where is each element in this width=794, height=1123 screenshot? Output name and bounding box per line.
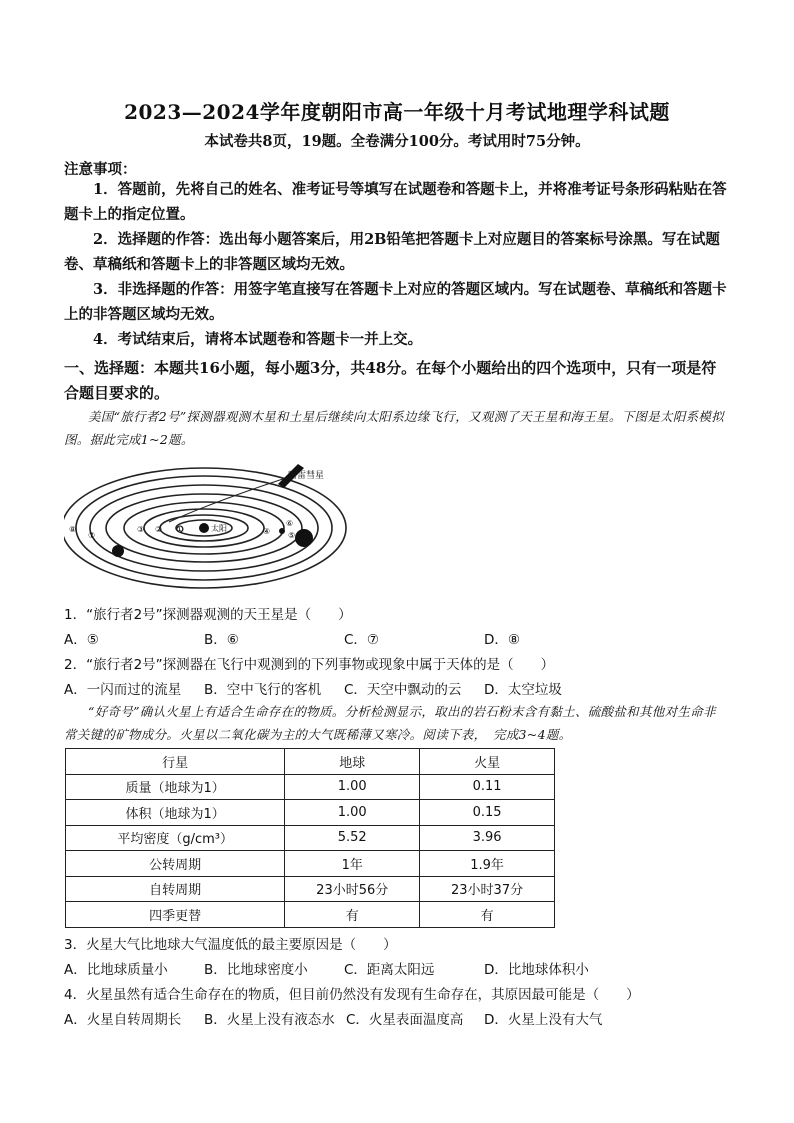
table-row (66, 774, 555, 800)
notes-heading: 注意事项： (64, 161, 137, 178)
table-cell: 四季更替 (66, 902, 285, 928)
table-cell: 23小时37分 (420, 876, 555, 902)
table-cell: 有 (420, 902, 555, 928)
table-header-cell: 地球 (285, 749, 420, 775)
table-cell: 体积（地球为1） (66, 800, 285, 826)
planet-marker: ④ (263, 527, 271, 536)
exam-subtitle: 本试卷共8页，19题。全卷满分100分。考试用时75分钟。 (204, 133, 590, 150)
planet-comparison-table (65, 748, 555, 928)
table-cell: 公转周期 (66, 851, 285, 877)
planet-5 (295, 529, 313, 547)
sun-icon (199, 523, 209, 533)
option-d[interactable]: D．火星上没有大气 (484, 1012, 603, 1028)
option-a[interactable]: A．一闪而过的流星 (64, 682, 182, 698)
planet-marker: ② (155, 525, 163, 534)
option-c[interactable]: C．火星表面温度高 (346, 1012, 464, 1028)
sun-label: 太阳 (211, 524, 227, 533)
table-cell: 0.15 (420, 800, 555, 826)
planet-4 (279, 528, 285, 534)
planet-marker: ⑥ (286, 519, 294, 528)
table-cell: 1.9年 (420, 851, 555, 877)
option-c[interactable]: C．⑦ (344, 632, 380, 648)
table-row (66, 902, 555, 928)
option-b[interactable]: B．比地球密度小 (204, 962, 308, 978)
option-c[interactable]: C．距离太阳远 (344, 962, 435, 978)
note-item: 4．考试结束后，请将本试题卷和答题卡一并上交。 (93, 331, 423, 348)
table-row (66, 800, 555, 826)
option-d[interactable]: D．太空垃圾 (484, 682, 562, 698)
note-item: 3．非选择题的作答：用签字笔直接写在答题卡上对应的答题区域内。写在试题卷、草稿纸和答题卡上的非答题区域均无效。 (64, 281, 727, 323)
comet-label: 哈雷彗星 (288, 471, 325, 481)
table-cell: 23小时56分 (285, 876, 420, 902)
question-2: 2．“旅行者2号”探测器在飞行中观测到的下列事物或现象中属于天体的是（ ） (64, 657, 555, 673)
solar-system-diagram (64, 458, 364, 596)
option-a[interactable]: A．比地球质量小 (64, 962, 168, 978)
table-row (66, 825, 555, 851)
passage-intro-1: 美国“旅行者2号”探测器观测木星和土星后继续向太阳系边缘飞行，又观测了天王星和海王星。下图是太阳系模拟图。据此完成1~2题。 (64, 409, 725, 447)
option-d[interactable]: D．⑧ (484, 632, 520, 648)
option-a[interactable]: A．火星自转周期长 (64, 1012, 182, 1028)
question-4: 4．火星虽然有适合生命存在的物质，但目前仍然没有发现有生命存在，其原因最可能是（ ） (64, 987, 640, 1003)
option-a[interactable]: A．⑤ (64, 632, 99, 648)
table-row (66, 851, 555, 877)
table-row (66, 876, 555, 902)
option-b[interactable]: B．⑥ (204, 632, 239, 648)
table-cell: 平均密度（g/cm³） (66, 825, 285, 851)
planet-marker: ① (176, 525, 184, 534)
note-item: 1．答题前，先将自己的姓名、准考证号等填写在试题卷和答题卡上，并将准考证号条形码粘贴在答题卡上的指定位置。 (64, 181, 727, 223)
planet-marker: ⑦ (88, 531, 96, 540)
table-cell: 1.00 (285, 800, 420, 826)
planet-marker: ⑧ (69, 525, 77, 534)
note-item: 2．选择题的作答：选出每小题答案后，用2B铅笔把答题卡上对应题目的答案标号涂黑。写在试题卷、草稿纸和答题卡上的非答题区域均无效。 (64, 231, 720, 273)
table-header-cell: 行星 (66, 749, 285, 775)
option-d[interactable]: D．比地球体积小 (484, 962, 589, 978)
planet-7-body (112, 545, 124, 557)
table-cell: 质量（地球为1） (66, 774, 285, 800)
table-cell: 1年 (285, 851, 420, 877)
option-b[interactable]: B．火星上没有液态水 (204, 1012, 335, 1028)
table-header-row (66, 749, 555, 775)
question-1: 1．“旅行者2号”探测器观测的天王星是（ ） (64, 607, 352, 623)
planet-marker: ⑤ (288, 531, 296, 540)
table-cell: 有 (285, 902, 420, 928)
table-cell: 0.11 (420, 774, 555, 800)
question-3: 3．火星大气比地球大气温度低的最主要原因是（ ） (64, 937, 397, 953)
table-cell: 5.52 (285, 825, 420, 851)
planet-marker: ③ (137, 525, 145, 534)
passage-intro-2: “好奇号”确认火星上有适合生命存在的物质。分析检测显示，取出的岩石粉末含有黏土、硫酸盐和其他对生命非常关键的矿物成分。火星以二氧化碳为主的大气既稀薄又寒冷。阅读下表， 完成3~4题。 (64, 704, 716, 742)
table-cell: 3.96 (420, 825, 555, 851)
option-c[interactable]: C．天空中飘动的云 (344, 682, 462, 698)
table-cell: 1.00 (285, 774, 420, 800)
table-cell: 自转周期 (66, 876, 285, 902)
page-title: 2023—2024学年度朝阳市高一年级十月考试地理学科试题 (124, 100, 670, 124)
table-header-cell: 火星 (420, 749, 555, 775)
section-heading: 一、选择题：本题共16小题，每小题3分，共48分。在每个小题给出的四个选项中，只有一项是符合题目要求的。 (64, 359, 717, 402)
option-b[interactable]: B．空中飞行的客机 (204, 682, 322, 698)
